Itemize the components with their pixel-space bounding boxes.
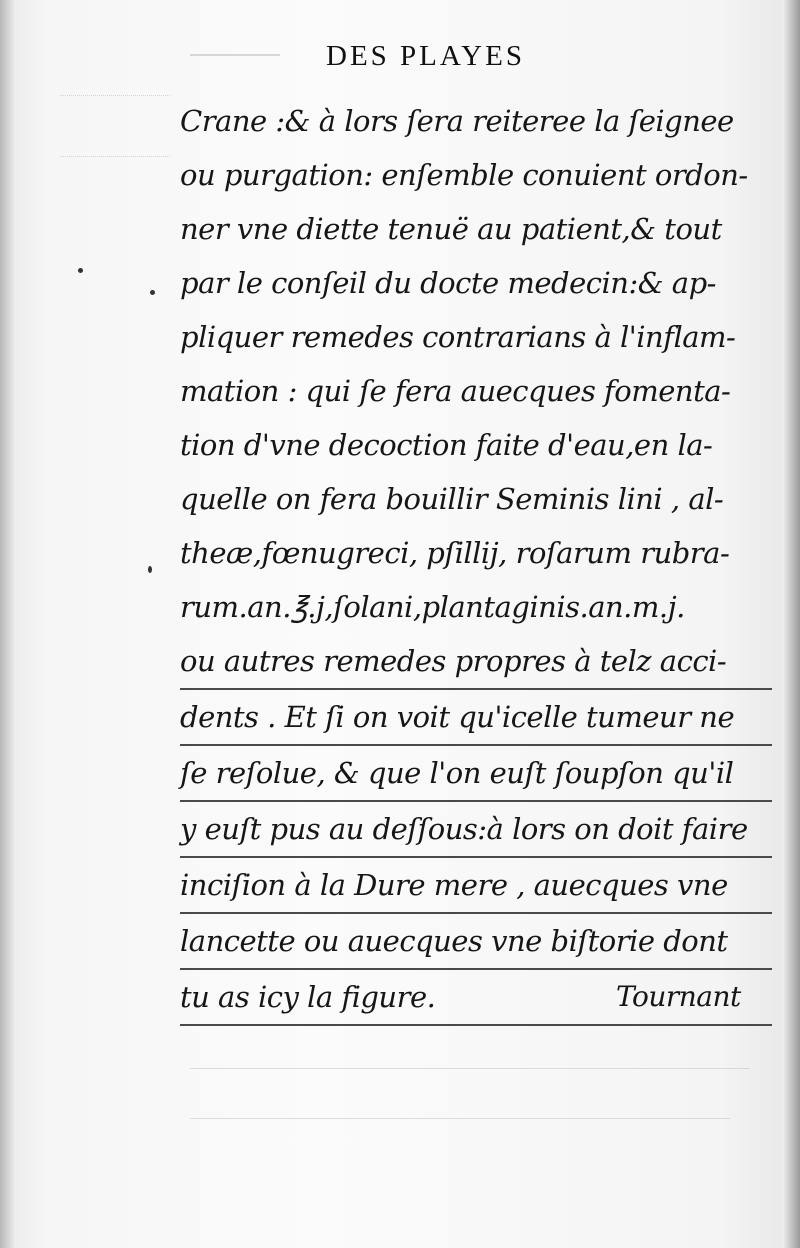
text-line: quelle on fera bouillir Seminis lini , al- [180,482,724,516]
show-through-ghost-left [60,95,170,157]
ink-speck [148,566,152,573]
text-line: pliquer remedes contrarians à l'inflam- [180,320,736,354]
text-line: rum.an.℥.j,ſolani,plantaginis.an.m.j. [180,590,685,624]
text-line: tion d'vne decoction faite d'eau,en la- [180,428,713,462]
page-gutter-shadow [0,0,14,1248]
text-line-underlined: ou autres remedes propres à telz acci- [180,634,772,690]
text-line-underlined: tu as icy la figure. [180,970,772,1026]
text-line: par le conſeil du docte medecin:& ap- [180,266,716,300]
ink-speck [78,268,83,273]
text-line: ner vne diette tenuë au patient,& tout [180,212,722,246]
running-head: DES PLAYES [326,40,525,72]
text-line-underlined: dents . Et ſi on voit qu'icelle tumeur ne [180,690,772,746]
text-line: theæ,fœnugreci, pſillij, roſarum rubra- [180,536,730,570]
show-through-ghost-top [190,30,280,56]
text-line: Crane :& à lors ſera reiteree la ſeignee [180,104,734,138]
show-through-ghost-bottom-1 [190,1040,750,1069]
text-line-underlined: ſe reſolue, & que l'on euſt ſoupſon qu'il [180,746,772,802]
text-line-underlined: inciſion à la Dure mere , auecques vne [180,858,772,914]
show-through-ghost-bottom-2 [190,1090,730,1119]
text-line-underlined: y euſt pus au deſſous:à lors on doit faire [180,802,772,858]
text-line-underlined: lancette ou auecques vne biſtorie dont [180,914,772,970]
ink-speck [150,290,155,295]
text-line: mation : qui ſe fera auecques fomenta- [180,374,731,408]
text-line: ou purgation: enſemble conuient ordon- [180,158,748,192]
catchword: Tournant [616,980,741,1013]
page-edge-shadow [782,0,800,1248]
body-text [180,94,772,1026]
